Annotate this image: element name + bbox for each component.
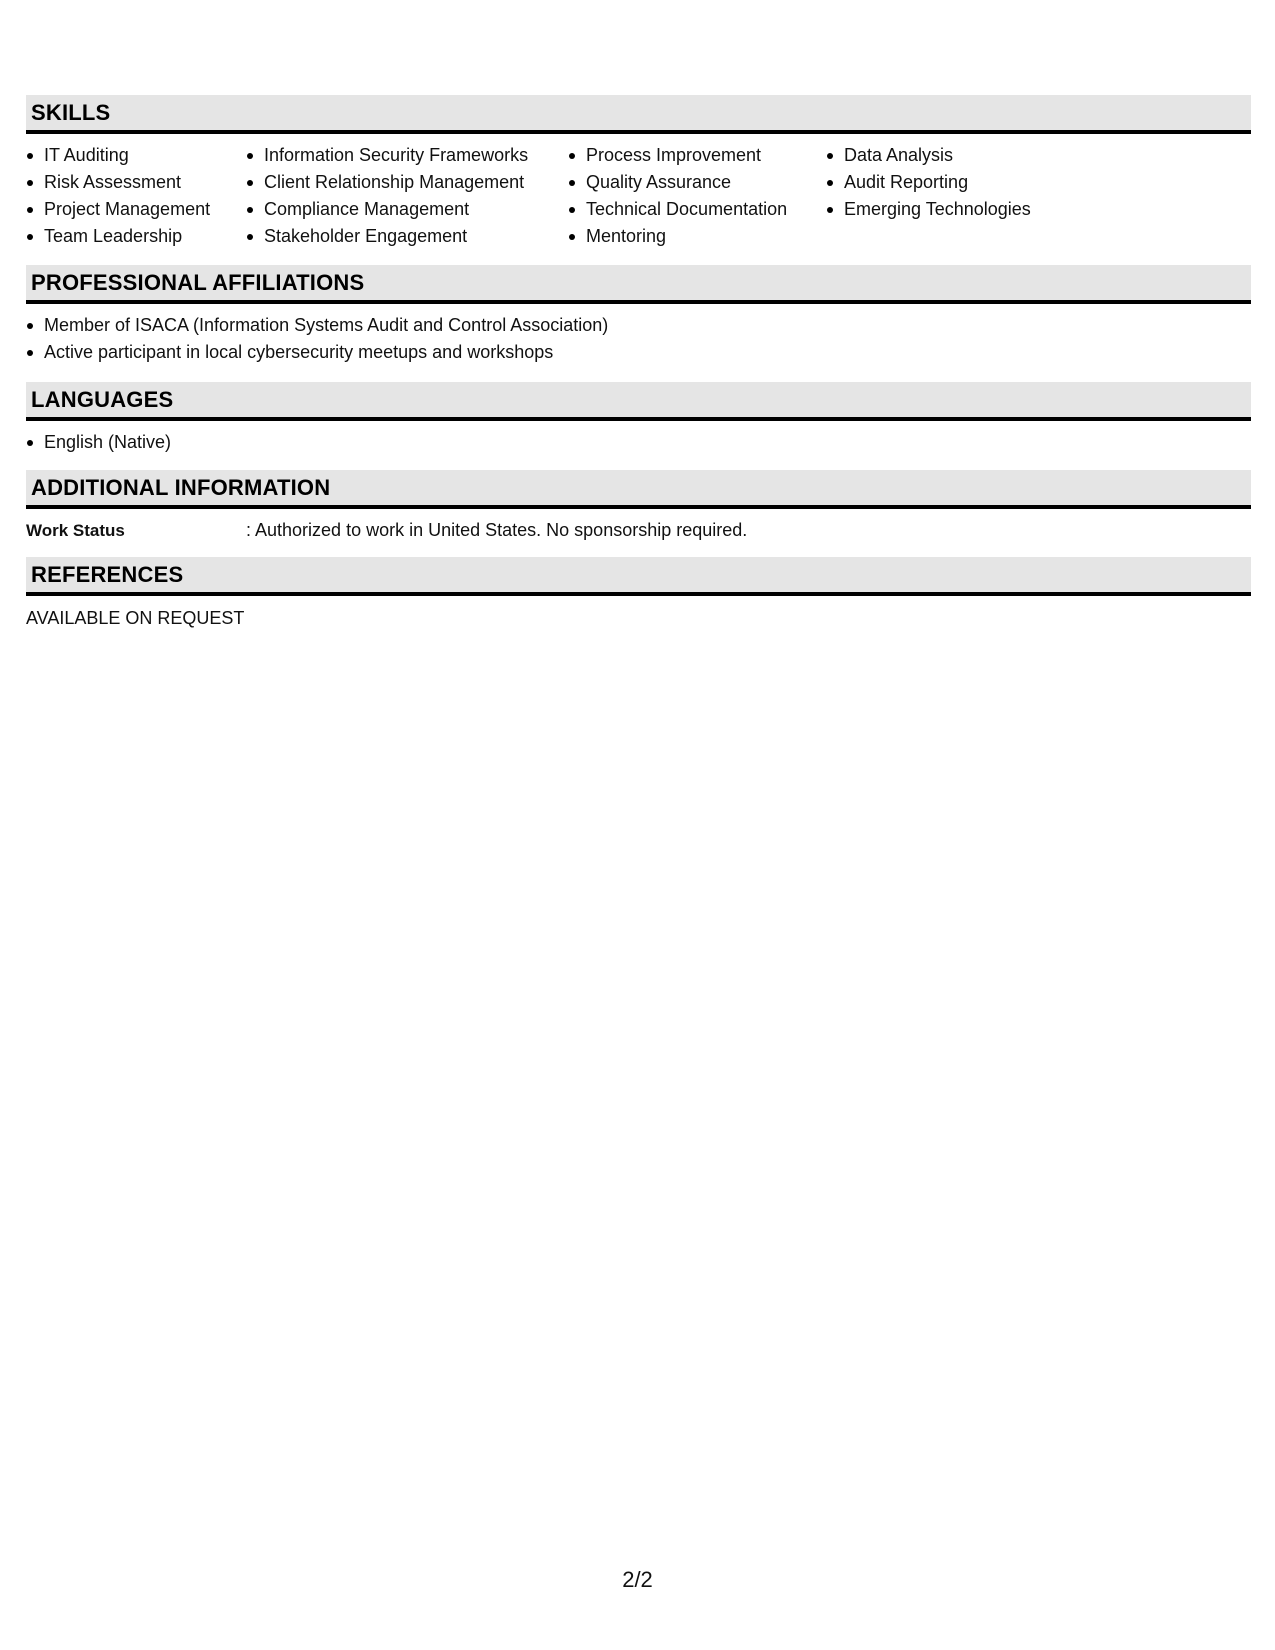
page-number: 2/2 (622, 1567, 653, 1592)
skills-column-2 (246, 142, 568, 250)
references-heading: REFERENCES (26, 557, 1251, 596)
additional-info-heading: ADDITIONAL INFORMATION (26, 470, 1251, 509)
skill-item: Process Improvement (568, 142, 826, 169)
spacer (26, 366, 1251, 382)
skills-column-3 (568, 142, 826, 250)
skill-item: Quality Assurance (568, 169, 826, 196)
spacer (26, 544, 1251, 557)
skill-item: Emerging Technologies (826, 196, 1086, 223)
spacer (26, 456, 1251, 470)
skill-item: Team Leadership (26, 223, 246, 250)
skill-item: Technical Documentation (568, 196, 826, 223)
affiliation-item: Member of ISACA (Information Systems Audit and Control Association) (26, 312, 1251, 339)
resume-page (26, 95, 1251, 632)
language-item: English (Native) (26, 429, 1251, 456)
skills-column-1 (26, 142, 246, 250)
skill-item: Mentoring (568, 223, 826, 250)
skill-item: Compliance Management (246, 196, 568, 223)
skills-column-4 (826, 142, 1086, 250)
spacer (26, 250, 1251, 265)
skill-item: IT Auditing (26, 142, 246, 169)
affiliations-heading: PROFESSIONAL AFFILIATIONS (26, 265, 1251, 304)
work-status-row (26, 509, 1251, 544)
skill-item: Client Relationship Management (246, 169, 568, 196)
skill-item: Data Analysis (826, 142, 1086, 169)
skills-grid (26, 134, 1251, 250)
skills-heading: SKILLS (26, 95, 1251, 134)
work-status-value: : Authorized to work in United States. No sponsorship required. (246, 520, 748, 540)
skill-item: Stakeholder Engagement (246, 223, 568, 250)
affiliations-list (26, 304, 1251, 366)
skill-item: Risk Assessment (26, 169, 246, 196)
languages-heading: LANGUAGES (26, 382, 1251, 421)
skill-item: Information Security Frameworks (246, 142, 568, 169)
affiliation-item: Active participant in local cybersecurity meetups and workshops (26, 339, 1251, 366)
work-status-label: Work Status (26, 521, 125, 540)
skill-item: Audit Reporting (826, 169, 1086, 196)
skill-item: Project Management (26, 196, 246, 223)
references-text: AVAILABLE ON REQUEST (26, 608, 245, 628)
languages-list (26, 421, 1251, 456)
